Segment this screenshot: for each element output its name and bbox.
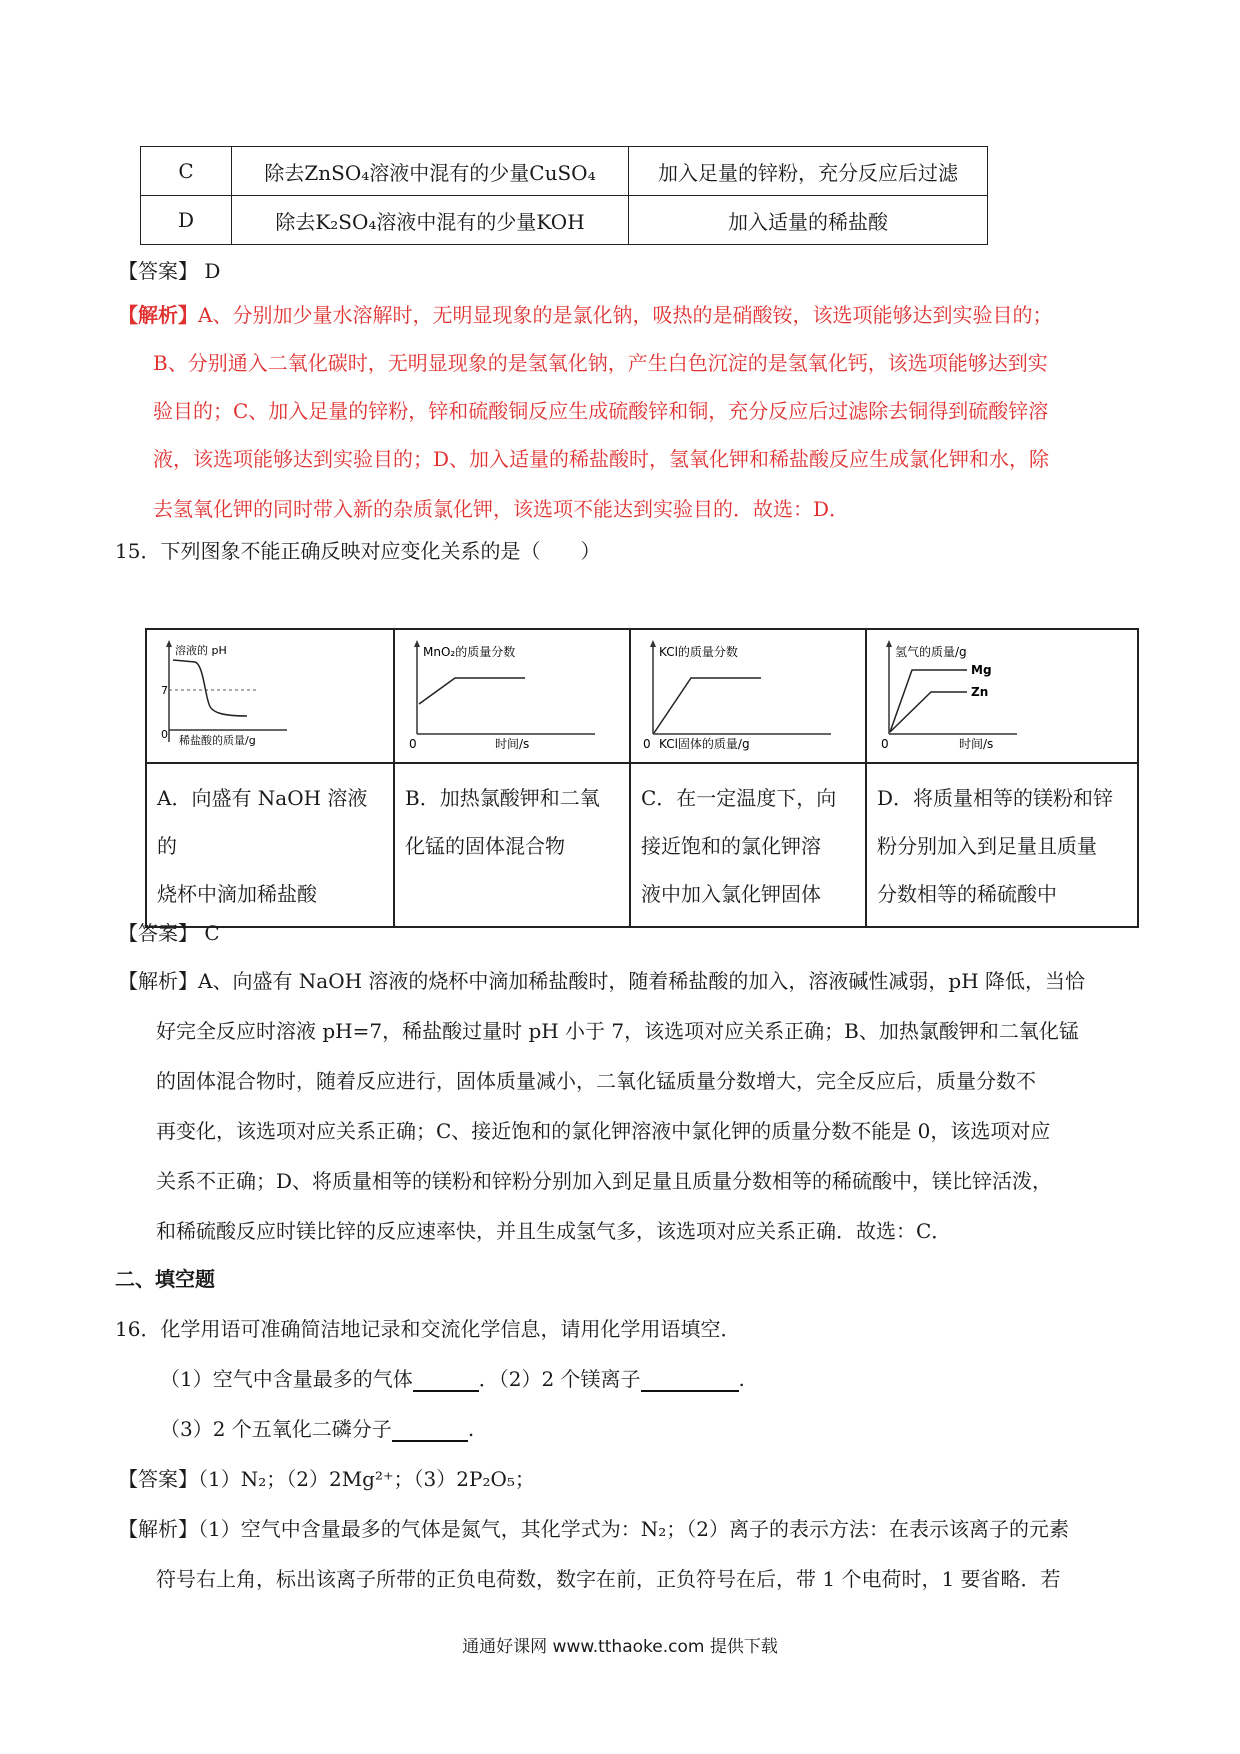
q14-analysis-line-3: 验目的；C、加入足量的锌粉，锌和硫酸铜反应生成硫酸锌和铜，充分反应后过滤除去铜得到硫酸锌溶 bbox=[153, 399, 1049, 423]
graph-row bbox=[146, 629, 1138, 763]
graph-d-ylabel: 氢气的质量/g bbox=[895, 645, 967, 659]
graph-c-cell bbox=[630, 629, 866, 763]
option-d-line: 粉分别加入到足量且质量 bbox=[877, 834, 1097, 858]
punct: . bbox=[467, 1417, 475, 1441]
graph-d-xlabel: 时间/s bbox=[959, 737, 994, 751]
q16-stem: 16．化学用语可准确简洁地记录和交流化学信息，请用化学用语填空． bbox=[115, 1317, 741, 1341]
q14-analysis-line-4: 液，该选项能够达到实验目的；D、加入适量的稀盐酸时，氢氧化钾和稀盐酸反应生成氯化钾和水，除 bbox=[153, 447, 1050, 471]
answer-value: C bbox=[204, 921, 220, 945]
analysis-text: A、向盛有 NaOH 溶液的烧杯中滴加稀盐酸时，随着稀盐酸的加入，溶液碱性减弱，pH 降低，当恰 bbox=[198, 969, 1086, 993]
graph-c bbox=[631, 630, 865, 758]
graph-a-origin: 0 bbox=[161, 728, 168, 741]
q16-line-1 bbox=[160, 1366, 745, 1392]
graph-a-cell bbox=[146, 629, 394, 763]
answer-tag: 【答案】 bbox=[118, 259, 198, 283]
page-footer: 通通好课网 www.tthaoke.com 提供下载 bbox=[462, 1637, 778, 1657]
answer-blank bbox=[641, 1368, 739, 1392]
q14-analysis-line-1 bbox=[118, 302, 1052, 328]
table-cell-method: 加入足量的锌粉，充分反应后过滤 bbox=[629, 147, 988, 196]
graph-a-xlabel: 稀盐酸的质量/g bbox=[179, 734, 256, 747]
graph-d-cell bbox=[866, 629, 1138, 763]
option-d bbox=[866, 763, 1138, 927]
answer-tag: 【答案】 bbox=[118, 921, 198, 945]
q15-analysis-line-5: 关系不正确；D、将质量相等的镁粉和锌粉分别加入到足量且质量分数相等的稀硫酸中，镁比锌活泼， bbox=[156, 1169, 1053, 1193]
analysis-tag: 【解析】 bbox=[118, 969, 198, 993]
answer-value: D bbox=[204, 259, 221, 283]
option-b-line: 化锰的固体混合物 bbox=[405, 834, 565, 858]
option-d-line: D．将质量相等的镁粉和锌 bbox=[877, 786, 1114, 810]
option-b bbox=[394, 763, 630, 927]
table-cell-label: C bbox=[141, 147, 232, 196]
q15-analysis-line-4: 再变化，该选项对应关系正确；C、接近饱和的氯化钾溶液中氯化钾的质量分数不能是 0，该选项对应 bbox=[156, 1119, 1051, 1143]
graph-d-series-zn: Zn bbox=[971, 685, 989, 699]
option-b-line: B．加热氯酸钾和二氧 bbox=[405, 786, 600, 810]
answer-value: （1）N₂；（2）2Mg²⁺；（3）2P₂O₅； bbox=[198, 1467, 535, 1491]
graph-d-origin: 0 bbox=[881, 737, 889, 751]
graph-a-midmark: 7 bbox=[161, 684, 168, 697]
graph-a bbox=[147, 630, 393, 758]
options-row bbox=[146, 763, 1138, 927]
graph-b-ylabel: MnO₂的质量分数 bbox=[423, 645, 516, 659]
table-cell-goal: 除去K₂SO₄溶液中混有的少量KOH bbox=[232, 196, 629, 245]
answer-blank bbox=[413, 1368, 479, 1392]
q15-stem: 15．下列图象不能正确反映对应变化关系的是（ ） bbox=[115, 539, 601, 563]
q15-analysis-line-3: 的固体混合物时，随着反应进行，固体质量减小，二氧化锰质量分数增大，完全反应后，质量分数不 bbox=[156, 1069, 1036, 1093]
graph-c-xlabel: KCl固体的质量/g bbox=[659, 737, 750, 751]
graph-b-origin: 0 bbox=[409, 737, 417, 751]
graph-b bbox=[395, 630, 629, 758]
graph-d-series-mg: Mg bbox=[971, 663, 992, 677]
q15-analysis-line-6: 和稀硫酸反应时镁比锌的反应速率快，并且生成氢气多，该选项对应关系正确．故选：C． bbox=[156, 1219, 952, 1243]
table-cell-goal: 除去ZnSO₄溶液中混有的少量CuSO₄ bbox=[232, 147, 629, 196]
table-cell-method: 加入适量的稀盐酸 bbox=[629, 196, 988, 245]
table-row bbox=[141, 196, 988, 245]
section-title: 二、填空题 bbox=[115, 1267, 215, 1291]
q14-analysis-line-2: B、分别通入二氧化碳时，无明显现象的是氢氧化钠，产生白色沉淀的是氢氧化钙，该选项能够达到实 bbox=[153, 351, 1048, 375]
q15-analysis-line-2: 好完全反应时溶液 pH=7，稀盐酸过量时 pH 小于 7，该选项对应关系正确；B、加热氯酸钾和二氧化锰 bbox=[156, 1019, 1079, 1043]
graph-b-cell bbox=[394, 629, 630, 763]
answer-blank bbox=[392, 1418, 468, 1442]
q16-part3: （3）2 个五氧化二磷分子 bbox=[160, 1417, 392, 1441]
q14-answer bbox=[118, 258, 220, 284]
option-a-line: 烧杯中滴加稀盐酸 bbox=[157, 882, 317, 906]
option-a-line: A．向盛有 NaOH 溶液的 bbox=[157, 786, 368, 858]
q15-graph-table bbox=[145, 628, 1139, 928]
option-c-line: 液中加入氯化钾固体 bbox=[641, 882, 821, 906]
answer-tag: 【答案】 bbox=[118, 1467, 198, 1491]
q16-part1: （1）空气中含量最多的气体 bbox=[160, 1367, 413, 1391]
table-row bbox=[141, 147, 988, 196]
q15-analysis-line-1 bbox=[118, 968, 1085, 994]
graph-c-ylabel: KCl的质量分数 bbox=[659, 645, 738, 659]
graph-d bbox=[867, 630, 1137, 758]
q14-analysis-line-5: 去氢氧化钾的同时带入新的杂质氯化钾，该选项不能达到实验目的．故选：D． bbox=[153, 497, 850, 521]
analysis-tag: 【解析】 bbox=[118, 303, 198, 327]
option-d-line: 分数相等的稀硫酸中 bbox=[877, 882, 1057, 906]
q16-answer bbox=[118, 1466, 535, 1492]
graph-c-origin: 0 bbox=[643, 737, 651, 751]
analysis-text: A、分别加少量水溶解时，无明显现象的是氯化钠，吸热的是硝酸铵，该选项能够达到实验目的； bbox=[198, 303, 1053, 327]
graph-b-xlabel: 时间/s bbox=[495, 737, 530, 751]
option-c bbox=[630, 763, 866, 927]
q15-answer bbox=[118, 920, 220, 946]
punct: . bbox=[738, 1367, 745, 1391]
option-c-line: 接近饱和的氯化钾溶 bbox=[641, 834, 821, 858]
q16-analysis-line-2: 符号右上角，标出该离子所带的正负电荷数，数字在前，正负符号在后，带 1 个电荷时，1 要省略．若 bbox=[156, 1567, 1061, 1591]
q16-analysis-line-1 bbox=[118, 1516, 1069, 1542]
analysis-text: （1）空气中含量最多的气体是氮气，其化学式为：N₂；（2）离子的表示方法：在表示该离子的元素 bbox=[198, 1517, 1069, 1541]
analysis-tag: 【解析】 bbox=[118, 1517, 198, 1541]
graph-a-ylabel: 溶液的 pH bbox=[175, 644, 227, 657]
table-cell-label: D bbox=[141, 196, 232, 245]
q14-options-table bbox=[140, 146, 988, 245]
option-a bbox=[146, 763, 394, 927]
q16-part2: ．（2）2 个镁离子 bbox=[478, 1367, 641, 1391]
q16-line-2 bbox=[160, 1416, 474, 1442]
option-c-line: C．在一定温度下，向 bbox=[641, 786, 837, 810]
